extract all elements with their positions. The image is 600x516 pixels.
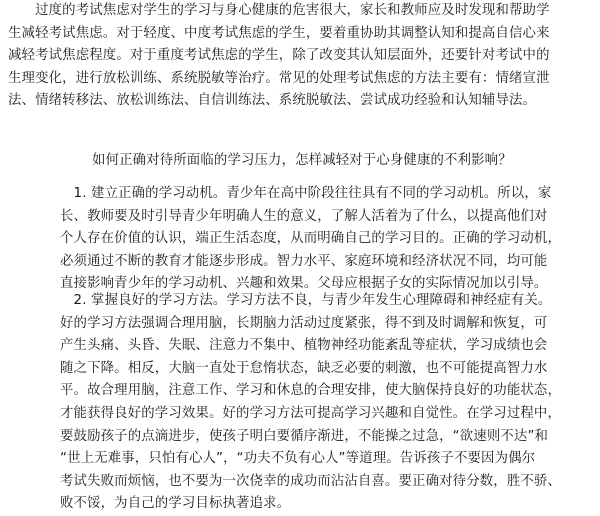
point-1-line: 必须通过不断的教育才能逐步形成。智力水平、家庭环境和经济状况不同，均可能 bbox=[60, 253, 548, 269]
point-2-line: 要鼓励孩子的点滴进步，使孩子明白要循序渐进，不能操之过急，“欲速则不达”和 bbox=[60, 428, 549, 444]
intro-line: 过度的考试焦虑对学生的学习与身心健康的危害很大，家长和教师应及时发现和帮助学 bbox=[8, 3, 550, 18]
intro-paragraph bbox=[8, 0, 550, 113]
point-2-line: 败不馁，为自己的学习目标执著追求。 bbox=[60, 496, 291, 512]
intro-line: 生理变化，进行放松训练、系统脱敏等治疗。常见的处理考试焦虑的方法主要有：情绪宣泄 bbox=[8, 70, 550, 86]
intro-line: 生减轻考试焦虑。对于轻度、中度考试焦虑的学生，要着重协助其调整认知和提高自信心来 bbox=[8, 25, 550, 41]
point-2-line: 考试失败而烦恼，也不要为一次侥幸的成功而沾沾自喜。要正确对待分数，胜不骄、 bbox=[60, 473, 562, 489]
point-2-line: 才能获得良好的学习效果。好的学习方法可提高学习兴趣和自觉性。在学习过程中， bbox=[60, 405, 562, 421]
point-2-paragraph bbox=[60, 290, 561, 516]
point-2-line: 随之下降。相反，大脑一直处于怠惰状态，缺乏必要的刺激，也不可能提高智力水 bbox=[60, 360, 548, 376]
point-1-line: 1. 建立正确的学习动机。青少年在高中阶段往往具有不同的学习动机。所以，家 bbox=[60, 186, 552, 201]
intro-line: 法、情绪转移法、放松训练法、自信训练法、系统脱敏法、尝试成功经验和认知辅导法。 bbox=[8, 93, 537, 109]
point-1-line: 直接影响青少年的学习动机、兴趣和效果。父母应根据子女的实际情况加以引导。 bbox=[60, 276, 548, 292]
intro-line: 减轻考试焦虑程度。对于重度考试焦虑的学生，除了改变其认知层面外，还要针对考试中的 bbox=[8, 48, 550, 64]
point-1-line: 长、教师要及时引导青少年明确人生的意义，了解人活着为了什么，以提高他们对 bbox=[60, 208, 548, 224]
point-2-line: “世上无难事，只怕有心人”，“功夫不负有心人”等道理。告诉孩子不要因为偶尔 bbox=[60, 451, 536, 467]
point-2-line: 产生头痛、头昏、失眠、注意力不集中、植物神经功能紊乱等症状，学习成绩也会 bbox=[60, 338, 548, 354]
question-heading: 如何正确对待所面临的学习压力，怎样减轻对于心身健康的不利影响？ bbox=[92, 153, 512, 168]
point-2-line: 2. 掌握良好的学习方法。学习方法不良，与青少年发生心理障碍和神经症有关。 bbox=[60, 293, 552, 308]
point-1-line: 个人存在价值的认识，端正生活态度，从而明确自己的学习目的。正确的学习动机， bbox=[60, 231, 562, 247]
point-1-paragraph bbox=[60, 183, 561, 296]
point-2-line: 好的学习方法强调合理用脑，长期脑力活动过度紧张，得不到及时调解和恢复，可 bbox=[60, 315, 548, 331]
point-2-line: 平。故合理用脑，注意工作、学习和休息的合理安排，使大脑保持良好的功能状态， bbox=[60, 383, 562, 399]
